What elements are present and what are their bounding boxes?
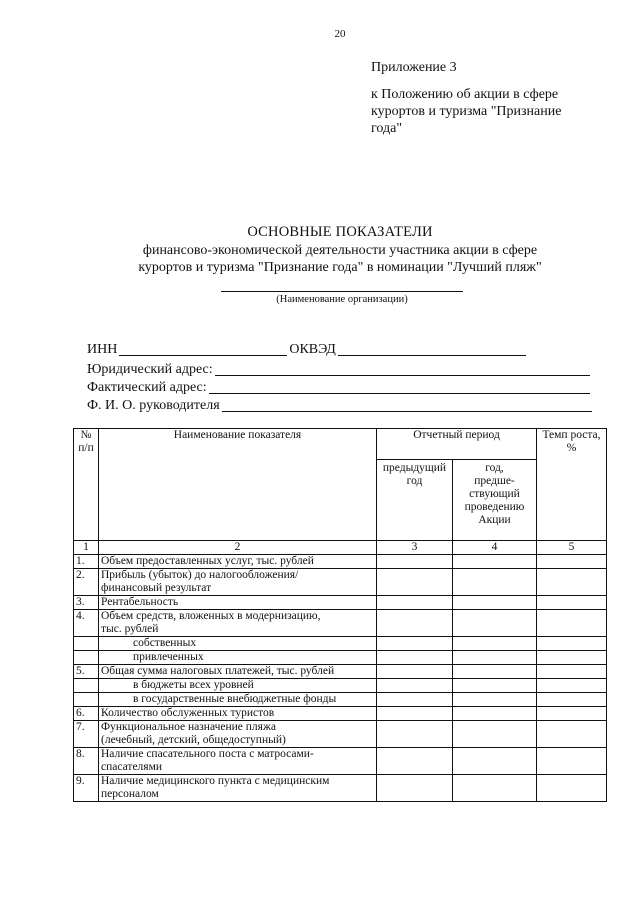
row-value-prev-year[interactable] [377, 721, 453, 748]
row-indicator-name [99, 610, 377, 637]
legal-address-field[interactable] [215, 363, 590, 376]
header-year-before-line: год, [485, 462, 504, 474]
row-value-year-before[interactable] [453, 721, 537, 748]
row-value-prev-year[interactable] [377, 637, 453, 651]
head-name-label: Ф. И. О. руководителя [87, 398, 220, 413]
row-value-prev-year[interactable] [377, 665, 453, 679]
column-number: 1 [74, 541, 99, 555]
row-value-prev-year[interactable] [377, 748, 453, 775]
row-indicator-name [99, 569, 377, 596]
row-number [74, 651, 99, 665]
indicators-table [73, 428, 607, 802]
row-number [74, 679, 99, 693]
row-indicator-line: Прибыль (убыток) до налогообложения/ [101, 569, 299, 581]
row-value-year-before[interactable] [453, 555, 537, 569]
inn-field[interactable] [119, 343, 287, 356]
appendix-subtitle-line: курортов и туризма "Признание [371, 104, 562, 119]
row-value-year-before[interactable] [453, 679, 537, 693]
row-value-year-before[interactable] [453, 610, 537, 637]
header-num [74, 429, 99, 541]
header-year-before-line: проведению [464, 501, 525, 513]
row-number: 5. [74, 665, 99, 679]
row-number [74, 637, 99, 651]
header-name: Наименование показателя [99, 429, 377, 541]
row-value-growth[interactable] [537, 637, 607, 651]
table-row [74, 721, 607, 748]
head-name-row [87, 396, 594, 414]
row-value-growth[interactable] [537, 569, 607, 596]
legal-address-label: Юридический адрес: [87, 362, 213, 377]
row-indicator-line: Наличие медицинского пункта с медицинским [101, 775, 330, 787]
actual-address-row [87, 378, 592, 396]
organization-name-caption: (Наименование организации) [276, 294, 408, 305]
row-indicator-name [99, 651, 377, 665]
row-value-year-before[interactable] [453, 748, 537, 775]
row-indicator-line: Общая сумма налоговых платежей, тыс. рублей [101, 665, 335, 677]
table-row [74, 775, 607, 802]
table-row [74, 569, 607, 596]
row-indicator-line: в бюджеты всех уровней [133, 679, 254, 691]
row-value-year-before[interactable] [453, 569, 537, 596]
column-number: 2 [99, 541, 377, 555]
row-value-growth[interactable] [537, 693, 607, 707]
row-indicator-name [99, 707, 377, 721]
row-indicator-name [99, 748, 377, 775]
row-number: 3. [74, 596, 99, 610]
header-growth: Темп роста, % [537, 429, 607, 541]
row-indicator-name [99, 555, 377, 569]
row-indicator-name [99, 596, 377, 610]
row-indicator-line: Количество обслуженных туристов [101, 707, 275, 719]
appendix-subtitle-line: к Положению об акции в сфере [371, 87, 559, 102]
row-value-year-before[interactable] [453, 693, 537, 707]
row-number [74, 693, 99, 707]
okved-field[interactable] [338, 343, 526, 356]
row-indicator-line: финансовый результат [101, 582, 212, 594]
row-value-growth[interactable] [537, 651, 607, 665]
row-value-prev-year[interactable] [377, 651, 453, 665]
row-value-prev-year[interactable] [377, 596, 453, 610]
inn-okved-row [87, 340, 557, 358]
document-subtitle-line: курортов и туризма "Признание года" в номинации "Лучший пляж" [138, 260, 542, 275]
row-value-growth[interactable] [537, 610, 607, 637]
row-value-growth[interactable] [537, 679, 607, 693]
actual-address-field[interactable] [209, 381, 590, 394]
row-indicator-line: собственных [133, 637, 197, 649]
document-subtitle-line: финансово-экономической деятельности участника акции в сфере [142, 243, 538, 258]
row-value-growth[interactable] [537, 665, 607, 679]
row-number: 1. [74, 555, 99, 569]
document-title: ОСНОВНЫЕ ПОКАЗАТЕЛИ [247, 224, 433, 240]
row-indicator-line: персоналом [101, 788, 159, 800]
header-num-label: № п/п [78, 429, 94, 454]
row-indicator-name [99, 665, 377, 679]
table-row [74, 693, 607, 707]
row-value-prev-year[interactable] [377, 693, 453, 707]
row-value-year-before[interactable] [453, 637, 537, 651]
actual-address-label: Фактический адрес: [87, 380, 207, 395]
row-indicator-line: Объем средств, вложенных в модернизацию, [101, 610, 321, 622]
row-indicator-line: привлеченных [133, 651, 204, 663]
row-value-prev-year[interactable] [377, 679, 453, 693]
row-indicator-name [99, 721, 377, 748]
table-body [74, 555, 607, 802]
table-row [74, 679, 607, 693]
header-year-before [453, 460, 537, 541]
column-numbers-row [74, 541, 607, 555]
row-indicator-name [99, 679, 377, 693]
row-indicator-line: спасателями [101, 761, 163, 773]
header-prev-year: предыдущий год [377, 460, 453, 541]
row-indicator-name [99, 693, 377, 707]
okved-label: ОКВЭД [289, 342, 336, 357]
page-number: 20 [334, 28, 346, 40]
column-number: 3 [377, 541, 453, 555]
row-indicator-line: Наличие спасательного поста с матросами- [101, 748, 314, 760]
row-indicator-line: Объем предоставленных услуг, тыс. рублей [101, 555, 314, 567]
row-value-prev-year[interactable] [377, 775, 453, 802]
header-year-before-line: предше- [474, 475, 515, 487]
row-value-growth[interactable] [537, 596, 607, 610]
row-value-year-before[interactable] [453, 651, 537, 665]
row-value-prev-year[interactable] [377, 707, 453, 721]
row-indicator-line: тыс. рублей [101, 623, 159, 635]
table-row [74, 651, 607, 665]
table-row [74, 555, 607, 569]
row-indicator-line: в государственные внебюджетные фонды [133, 693, 337, 705]
table-row [74, 748, 607, 775]
appendix-subtitle [371, 86, 611, 137]
table-header-row [74, 429, 607, 460]
row-value-year-before[interactable] [453, 596, 537, 610]
table-row [74, 707, 607, 721]
row-number: 2. [74, 569, 99, 596]
row-value-year-before[interactable] [453, 707, 537, 721]
row-number: 9. [74, 775, 99, 802]
table-row [74, 665, 607, 679]
row-value-growth[interactable] [537, 775, 607, 802]
header-year-before-line: ствующий [469, 488, 520, 500]
row-value-growth[interactable] [537, 721, 607, 748]
row-indicator-line: Рентабельность [101, 596, 179, 608]
appendix-title: Приложение 3 [371, 60, 457, 75]
row-value-prev-year[interactable] [377, 610, 453, 637]
row-value-year-before[interactable] [453, 775, 537, 802]
row-value-growth[interactable] [537, 707, 607, 721]
row-value-year-before[interactable] [453, 665, 537, 679]
legal-address-row [87, 360, 592, 378]
organization-name-line[interactable] [221, 291, 463, 292]
head-name-field[interactable] [222, 399, 592, 412]
table-row [74, 610, 607, 637]
row-number: 7. [74, 721, 99, 748]
row-number: 8. [74, 748, 99, 775]
row-number: 4. [74, 610, 99, 637]
row-indicator-name [99, 637, 377, 651]
table-row [74, 596, 607, 610]
row-value-prev-year[interactable] [377, 555, 453, 569]
row-value-prev-year[interactable] [377, 569, 453, 596]
document-subtitle [0, 242, 640, 276]
header-period: Отчетный период [377, 429, 537, 460]
row-indicator-name [99, 775, 377, 802]
row-indicator-line: Функциональное назначение пляжа [101, 721, 277, 733]
table-row [74, 637, 607, 651]
row-value-growth[interactable] [537, 555, 607, 569]
column-number: 4 [453, 541, 537, 555]
row-value-growth[interactable] [537, 748, 607, 775]
row-number: 6. [74, 707, 99, 721]
column-number: 5 [537, 541, 607, 555]
row-indicator-line: (лечебный, детский, общедоступный) [101, 734, 286, 746]
header-year-before-line: Акции [478, 514, 511, 526]
appendix-subtitle-line: года" [371, 121, 403, 136]
inn-label: ИНН [87, 342, 118, 357]
